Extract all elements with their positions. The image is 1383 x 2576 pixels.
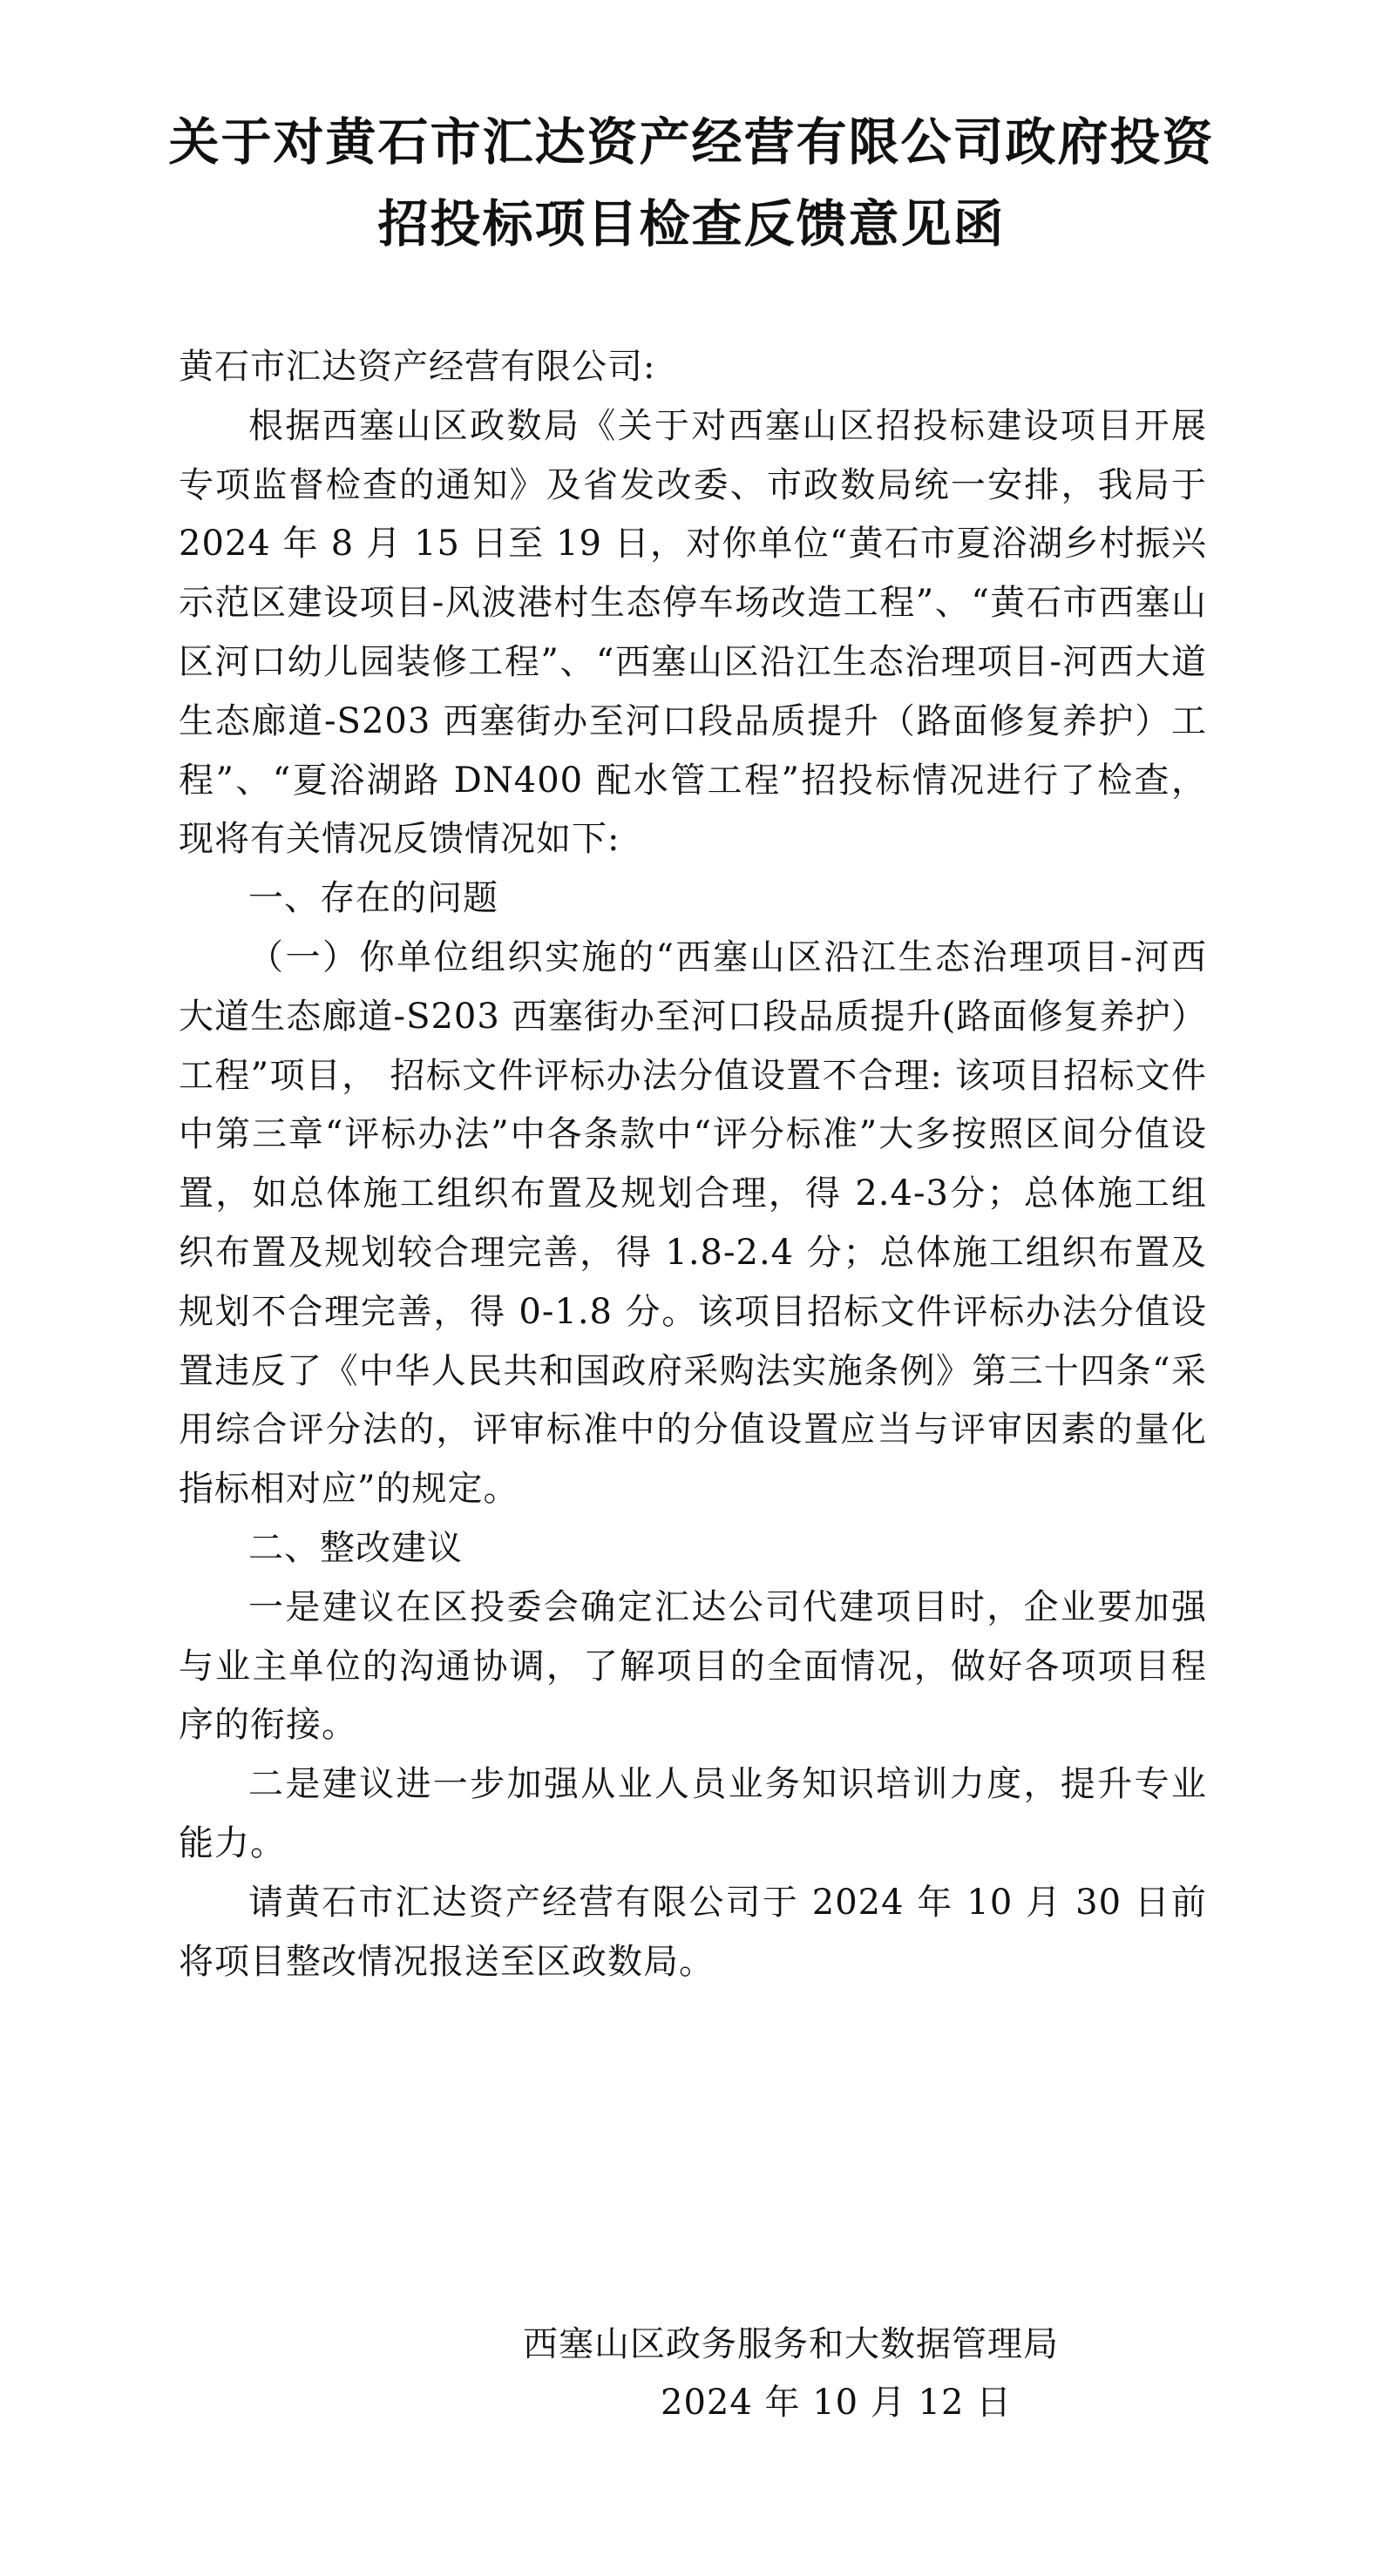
intro-paragraph: 根据西塞山区政数局《关于对西塞山区招投标建设项目开展专项监督检查的通知》及省发改委、市政数局统一安排，我局于 2024 年 8 月 15 日至 19 日，对你单位“黄石市夏浴湖乡村振兴示范区建设项目-风波港村生态停车场改造工程”、“黄石市西塞山区河口幼儿园装修工程”、“西塞山区沿江生态治理项目-河西大道生态廊道-S203 西塞街办至河口段品质提升（路面修复养护）工程”、“夏浴湖路 DN400 配水管工程”招投标情况进行了检查，现将有关情况反馈情况如下: xyxy=(179,405,1207,860)
signature-date: 2024 年 10 月 12 日 xyxy=(661,2383,1013,2423)
suggestion-paragraph-2: 二是建议进一步加强从业人员业务知识培训力度，提升专业能力。 xyxy=(179,1764,1207,1863)
request-paragraph: 请黄石市汇达资产经营有限公司于 2024 年 10 月 30 日前将项目整改情况报送至区政数局。 xyxy=(179,1882,1207,1982)
section-heading-problems: 一、存在的问题 xyxy=(248,878,498,919)
document-title-line-2: 招投标项目检查反馈意见函 xyxy=(377,194,1006,254)
salutation: 黄石市汇达资产经营有限公司: xyxy=(179,347,656,387)
signature-organization: 西塞山区政务服务和大数据管理局 xyxy=(523,2324,1059,2364)
section-heading-suggestions: 二、整改建议 xyxy=(248,1527,463,1568)
document-title-line-1: 关于对黄石市汇达资产经营有限公司政府投资 xyxy=(168,112,1215,172)
suggestion-paragraph-1: 一是建议在区投委会确定汇达公司代建项目时，企业要加强与业主单位的沟通协调，了解项目的全面情况，做好各项项目程序的衔接。 xyxy=(179,1586,1207,1746)
issue-paragraph: （一）你单位组织实施的“西塞山区沿江生态治理项目-河西大道生态廊道-S203 西塞街办至河口段品质提升(路面修复养护）工程”项目， 招标文件评标办法分值设置不合理: 该项目招标文件中第三章“评标办法”中各条款中“评分标准”大多按照区间分值设置，如总体施工组织布置及规划合理，得 2.4-3分；总体施工组织布置及规划较合理完善，得 1.8-2.4 分；总体施工组织布置及规划不合理完善，得 0-1.8 分。该项目招标文件评标办法分值设置违反了《中华人民共和国政府采购法实施条例》第三十四条“采用综合评分法的，评审标准中的分值设置应当与评审因素的量化指标相对应”的规定。 xyxy=(179,936,1207,1510)
document-body xyxy=(179,338,1207,1991)
